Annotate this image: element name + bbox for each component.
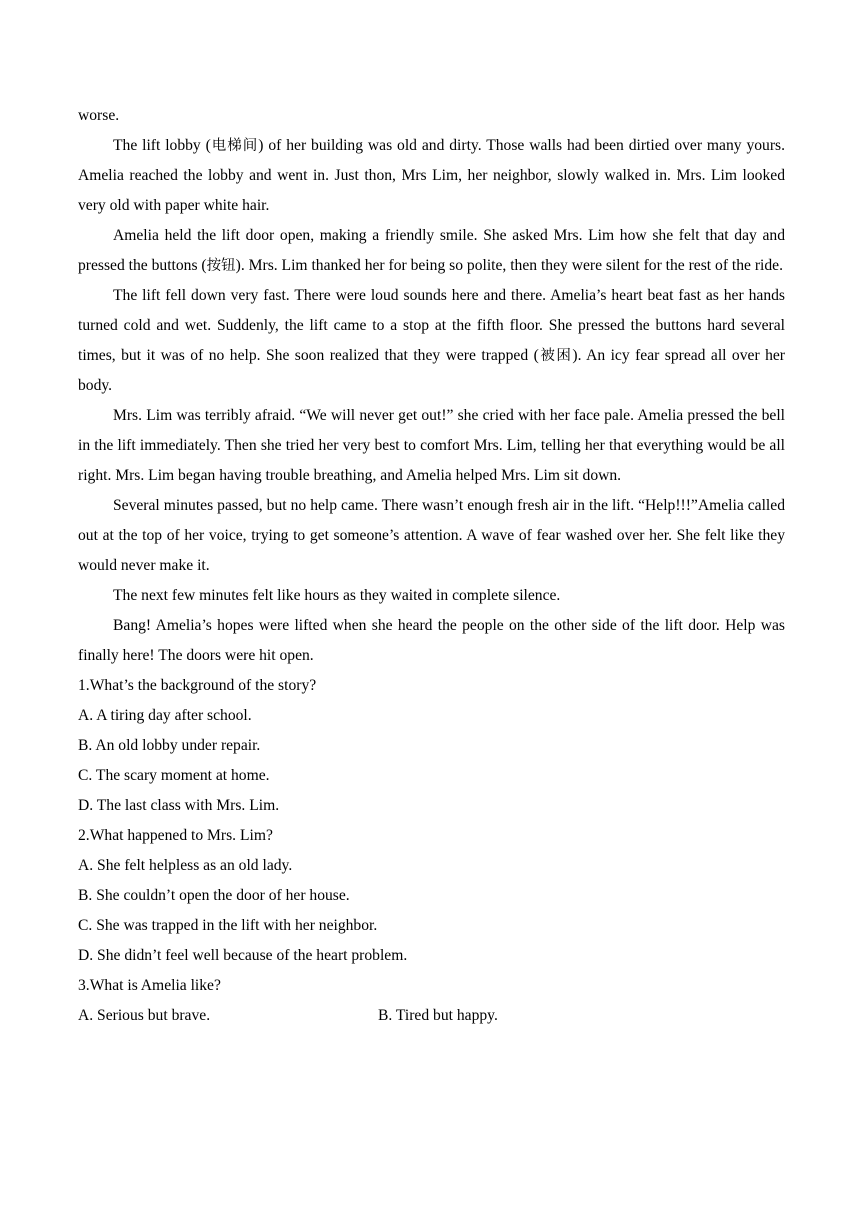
- text-run: The lift lobby (: [113, 137, 211, 154]
- text-run: Amelia held the lift door open, making a friendly smile. She asked Mrs. Lim how she felt that day and pressed the buttons (: [78, 227, 785, 274]
- document-content: [78, 101, 785, 1031]
- story-paragraph-4: Mrs. Lim was terribly afraid. “We will never get out!” she cried with her face pale. Amelia pressed the bell in the lift immediately. Then she tried her very best to comfort Mrs. Lim, telling her that everything would be all right. Mrs. Lim began having trouble breathing, and Amelia helped Mrs. Lim sit down.: [78, 407, 785, 484]
- question-stem: 2.What happened to Mrs. Lim?: [78, 827, 273, 844]
- text-run: ). An icy fear spread all over her body.: [78, 347, 785, 394]
- answer-option-a: A. Serious but brave.: [78, 1007, 211, 1024]
- story-paragraph-7: Bang! Amelia’s hopes were lifted when she heard the people on the other side of the lift door. Help was finally here! The doors were hit open.: [78, 617, 785, 664]
- question-1: [78, 671, 785, 821]
- story-paragraph-2: [78, 221, 785, 281]
- story-paragraph-1: [78, 131, 785, 221]
- question-stem: 3.What is Amelia like?: [78, 977, 221, 994]
- answer-option-b: B. She couldn’t open the door of her house.: [78, 887, 350, 904]
- chinese-gloss: 电梯间: [210, 138, 259, 154]
- answer-option-c: C. The scary moment at home.: [78, 767, 270, 784]
- question-3: [78, 971, 785, 1031]
- answer-option-row: [78, 1001, 785, 1031]
- question-stem: 1.What’s the background of the story?: [78, 677, 317, 694]
- answer-option-b: B. An old lobby under repair.: [78, 737, 261, 754]
- answer-option-d: D. The last class with Mrs. Lim.: [78, 797, 280, 814]
- answer-option-a: A. A tiring day after school.: [78, 707, 252, 724]
- story-paragraph-6: The next few minutes felt like hours as they waited in complete silence.: [113, 587, 561, 604]
- text-run: ). Mrs. Lim thanked her for being so polite, then they were silent for the rest of the ride.: [235, 257, 783, 274]
- chinese-gloss: 按钮: [206, 258, 236, 274]
- question-2: [78, 821, 785, 971]
- answer-option-d: D. She didn’t feel well because of the heart problem.: [78, 947, 408, 964]
- story-paragraph-3: [78, 281, 785, 401]
- answer-option-a: A. She felt helpless as an old lady.: [78, 857, 293, 874]
- answer-option-c: C. She was trapped in the lift with her neighbor.: [78, 917, 378, 934]
- chinese-gloss: 被困: [538, 348, 573, 364]
- text-run: The lift fell down very fast. There were loud sounds here and there. Amelia’s heart beat fast as her hands turned cold and wet. Suddenly, the lift came to a stop at the fifth floor. She pressed the buttons hard several times, but it was of no help. She soon realized that they were trapped (: [78, 287, 785, 364]
- text-run: ) of her building was old and dirty. Those walls had been dirtied over many yours. Amelia reached the lobby and went in. Just thon, Mrs Lim, her neighbor, slowly walked in. Mrs. Lim looked very old with paper white hair.: [78, 137, 786, 214]
- story-paragraph-5: Several minutes passed, but no help came. There wasn’t enough fresh air in the lift. “Help!!!”Amelia called out at the top of her voice, trying to get someone’s attention. A wave of fear washed over her. She felt like they would never make it.: [78, 497, 785, 574]
- story-paragraph-0: worse.: [78, 107, 120, 124]
- answer-option-b: B. Tired but happy.: [378, 1007, 498, 1024]
